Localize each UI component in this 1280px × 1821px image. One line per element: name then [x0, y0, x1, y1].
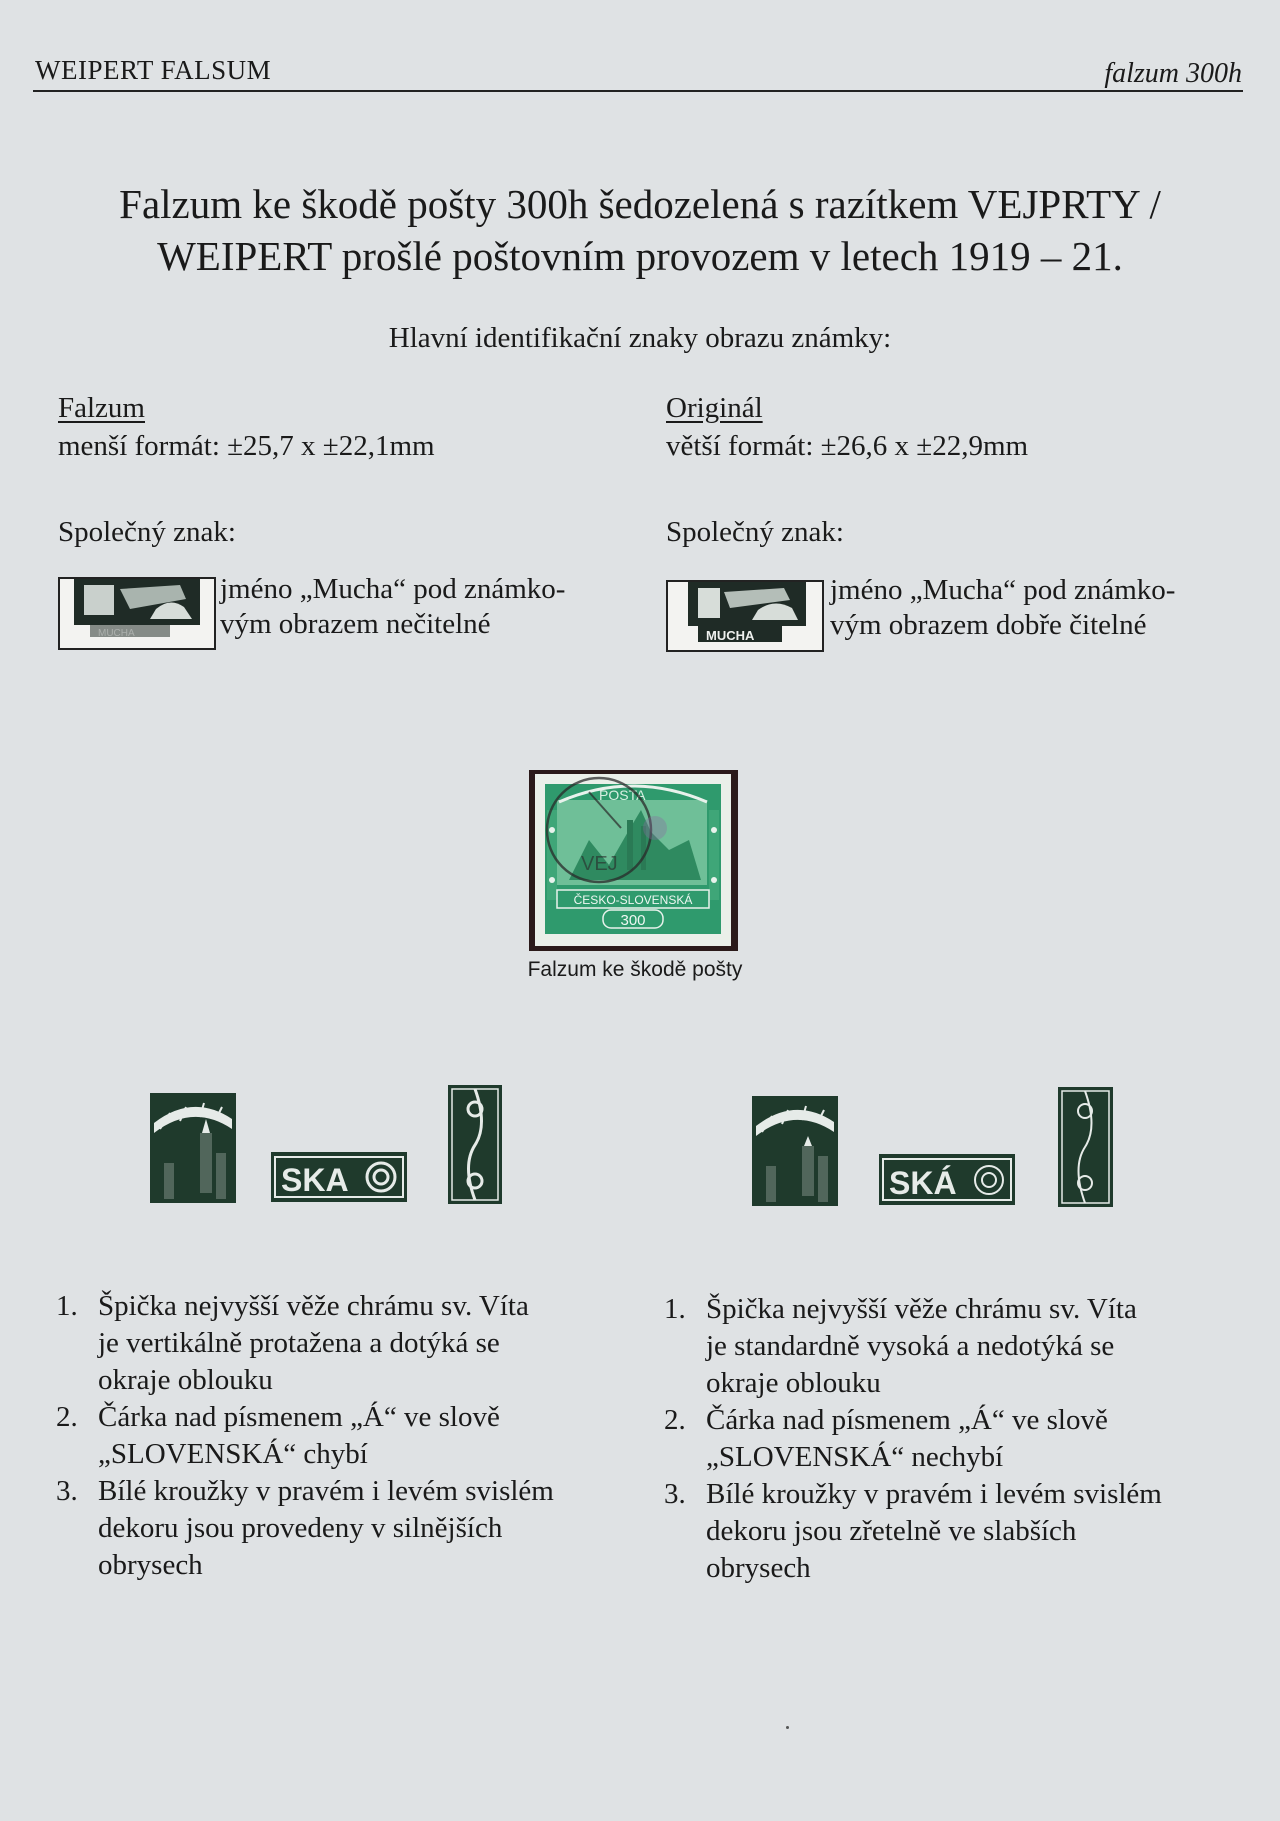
original-feature-2	[664, 1402, 1224, 1476]
falzum-feature-2	[56, 1399, 596, 1473]
svg-text:MUCHA: MUCHA	[98, 628, 135, 639]
falzum-common-label: Společný znak:	[58, 516, 236, 548]
falzum-ska-image	[271, 1152, 407, 1202]
page-title-line-2: WEIPERT prošlé poštovním provozem v letech 1919 – 21.	[157, 233, 1123, 279]
falzum-ornament-image	[448, 1085, 502, 1204]
header-rule	[33, 90, 1243, 92]
svg-text:MUCHA: MUCHA	[706, 628, 755, 643]
original-name-detail-image	[668, 582, 822, 650]
falzum-feature-3-line-3: obrysech	[98, 1549, 203, 1581]
original-features-list	[664, 1291, 1224, 1587]
svg-text:POSTA: POSTA	[599, 787, 646, 803]
falzum-feature-1-number: 1.	[56, 1290, 78, 1322]
original-ska-image	[879, 1154, 1015, 1205]
falzum-feature-3-line-2: dekoru jsou provedeny v silnějších	[98, 1512, 503, 1544]
falzum-feature-1-line-3: okraje oblouku	[98, 1364, 273, 1396]
falzum-feature-3-number: 3.	[56, 1475, 78, 1507]
falzum-name-line-2: vým obrazem nečitelné	[220, 608, 491, 640]
falzum-format: menší formát: ±25,7 x ±22,1mm	[58, 430, 435, 462]
original-feature-2-line-2: „SLOVENSKÁ“ nechybí	[706, 1441, 1004, 1473]
original-feature-3-line-2: dekoru jsou zřetelně ve slabších	[706, 1515, 1077, 1547]
falzum-tower-image	[150, 1093, 236, 1203]
original-feature-3-line-1: Bílé kroužky v pravém i levém svislém	[706, 1478, 1162, 1510]
scan-speck	[786, 1726, 789, 1729]
falzum-tower-detail	[150, 1093, 236, 1203]
original-name-thumbnail	[666, 580, 824, 652]
falzum-feature-1-line-1: Špička nejvyšší věže chrámu sv. Víta	[98, 1290, 529, 1322]
original-ska-detail	[879, 1154, 1015, 1205]
falzum-feature-2-line-2: „SLOVENSKÁ“ chybí	[98, 1438, 368, 1470]
page-title-line-1: Falzum ke škodě pošty 300h šedozelená s razítkem VEJPRTY /	[119, 181, 1161, 227]
original-feature-2-line-1: Čárka nad písmenem „Á“ ve slově	[706, 1404, 1108, 1436]
svg-text:ČESKO-SLOVENSKÁ: ČESKO-SLOVENSKÁ	[573, 893, 693, 907]
original-ornament-detail	[1058, 1087, 1113, 1207]
falzum-features-list	[56, 1288, 596, 1584]
original-feature-2-number: 2.	[664, 1404, 686, 1436]
svg-text:SKÁ: SKÁ	[889, 1165, 957, 1201]
original-feature-3-line-3: obrysech	[706, 1552, 811, 1584]
original-ornament-image	[1058, 1087, 1113, 1207]
original-feature-3	[664, 1476, 1224, 1587]
svg-text:VEJ: VEJ	[581, 853, 618, 875]
original-feature-1-line-3: okraje oblouku	[706, 1367, 881, 1399]
page-title	[60, 178, 1220, 282]
falzum-name-detail-image	[60, 579, 214, 648]
original-name-line-2: vým obrazem dobře čitelné	[830, 609, 1147, 641]
falzum-ornament-detail	[448, 1085, 502, 1204]
original-feature-1-line-2: je standardně vysoká a nedotýká se	[706, 1330, 1115, 1362]
original-feature-1-number: 1.	[664, 1293, 686, 1325]
original-feature-1-line-1: Špička nejvyšší věže chrámu sv. Víta	[706, 1293, 1137, 1325]
stamp-caption: Falzum ke škodě pošty	[527, 958, 743, 981]
original-feature-1	[664, 1291, 1224, 1402]
svg-text:300: 300	[620, 912, 646, 929]
original-tower-detail	[752, 1096, 838, 1206]
section-subtitle: Hlavní identifikační znaky obrazu známky:	[388, 322, 892, 354]
falzum-feature-3	[56, 1473, 596, 1584]
falzum-feature-3-line-1: Bílé kroužky v pravém i levém svislém	[98, 1475, 554, 1507]
stamp-illustration	[529, 770, 738, 951]
original-heading: Originál	[666, 392, 763, 424]
original-name-line-1: jméno „Mucha“ pod známko-	[830, 574, 1176, 606]
falzum-feature-1	[56, 1288, 596, 1399]
falzum-feature-2-line-1: Čárka nad písmenem „Á“ ve slově	[98, 1401, 500, 1433]
falzum-name-line-1: jméno „Mucha“ pod známko-	[220, 573, 566, 605]
falzum-heading: Falzum	[58, 392, 145, 424]
falzum-name-description	[220, 572, 565, 642]
header-right-title: falzum 300h	[1104, 58, 1242, 89]
falzum-ska-detail	[271, 1152, 407, 1202]
svg-text:SKA: SKA	[281, 1162, 349, 1198]
original-tower-image	[752, 1096, 838, 1206]
original-common-label: Společný znak:	[666, 516, 844, 548]
original-feature-3-number: 3.	[664, 1478, 686, 1510]
falzum-feature-2-number: 2.	[56, 1401, 78, 1433]
falzum-name-thumbnail	[58, 577, 216, 650]
stamp-image	[529, 770, 738, 951]
original-format: větší formát: ±26,6 x ±22,9mm	[666, 430, 1029, 462]
header-left-title: WEIPERT FALSUM	[35, 55, 272, 85]
original-name-description	[830, 573, 1175, 643]
falzum-feature-1-line-2: je vertikálně protažena a dotýká se	[98, 1327, 500, 1359]
